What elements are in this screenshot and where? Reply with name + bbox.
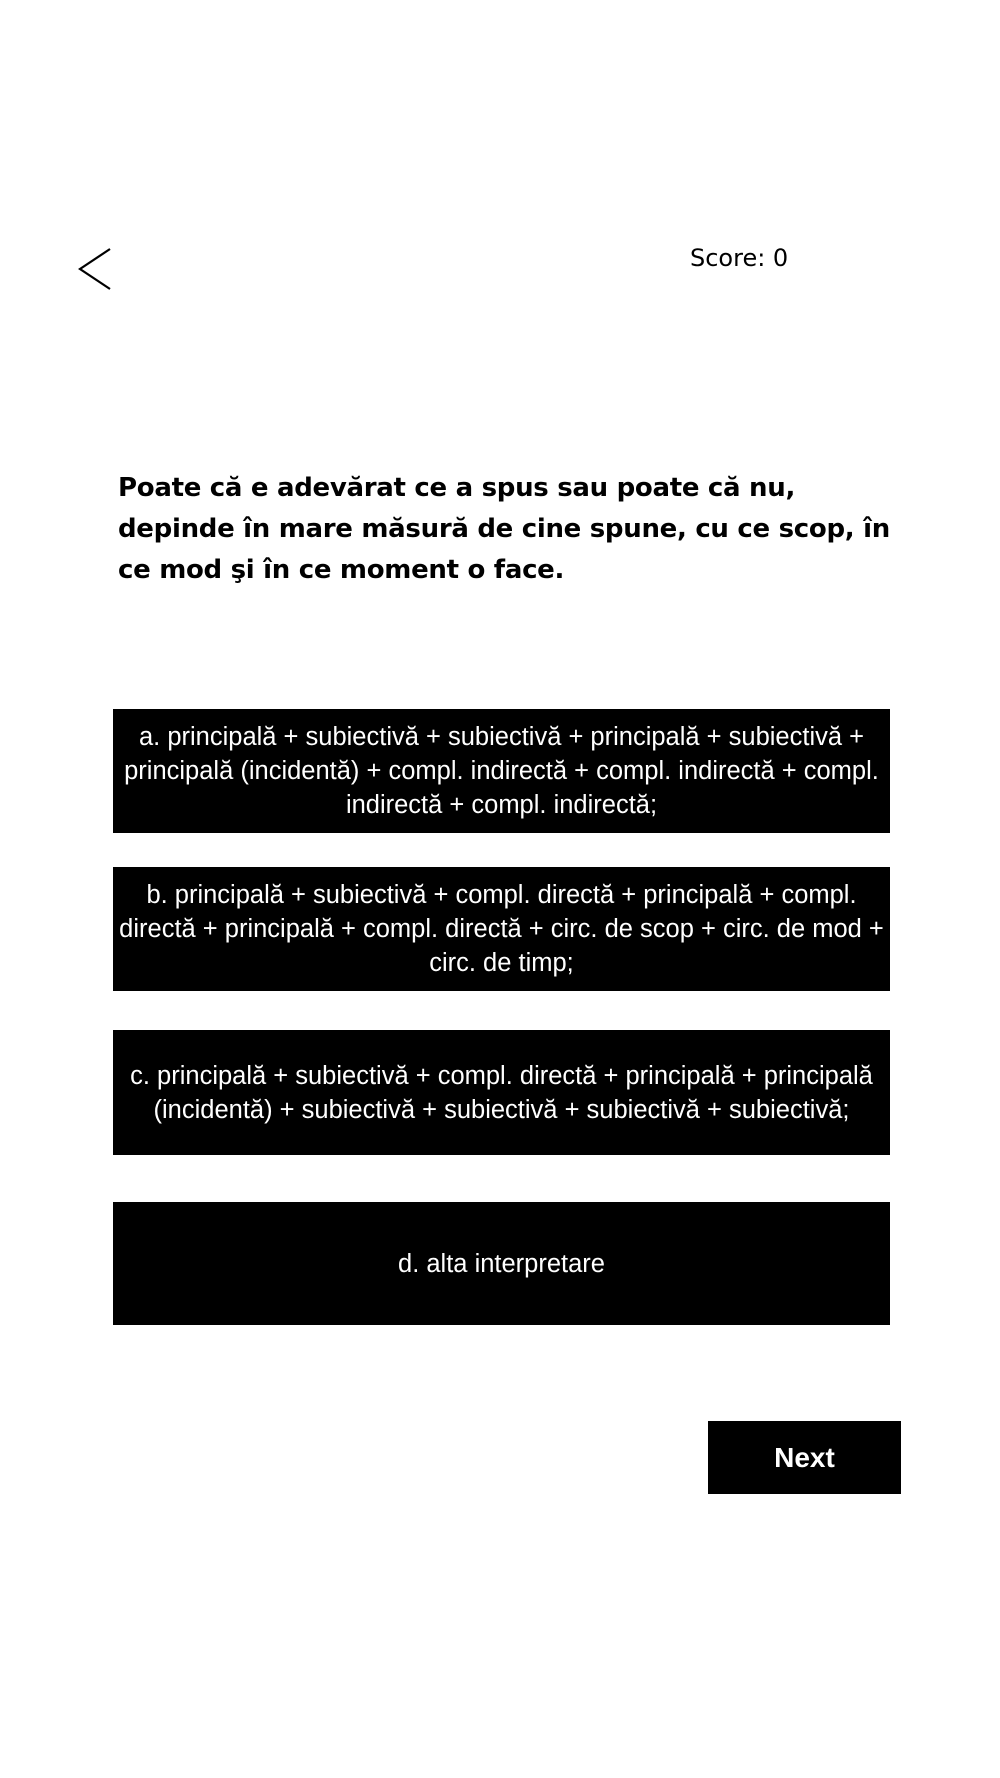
answer-option-d[interactable]: d. alta interpretare <box>113 1202 890 1325</box>
back-button[interactable] <box>76 246 116 292</box>
score-label: Score: 0 <box>690 244 789 272</box>
answer-option-c[interactable]: c. principală + subiectivă + compl. directă + principală + principală (incidentă) + subiectivă + subiectivă + subiectivă + subiectivă; <box>113 1030 890 1155</box>
next-button[interactable]: Next <box>708 1421 901 1494</box>
answer-option-b[interactable]: b. principală + subiectivă + compl. directă + principală + compl. directă + principală + compl. directă + circ. de scop + circ. de mod + circ. de timp; <box>113 867 890 991</box>
chevron-left-icon <box>76 246 116 292</box>
answer-option-a[interactable]: a. principală + subiectivă + subiectivă + principală + subiectivă + principală (incidentă) + compl. indirectă + compl. indirectă + compl. indirectă + compl. indirectă; <box>113 709 890 833</box>
question-text: Poate că e adevărat ce a spus sau poate că nu, depinde în mare măsură de cine spune, cu ce scop, în ce mod şi în ce moment o face. <box>118 473 890 585</box>
